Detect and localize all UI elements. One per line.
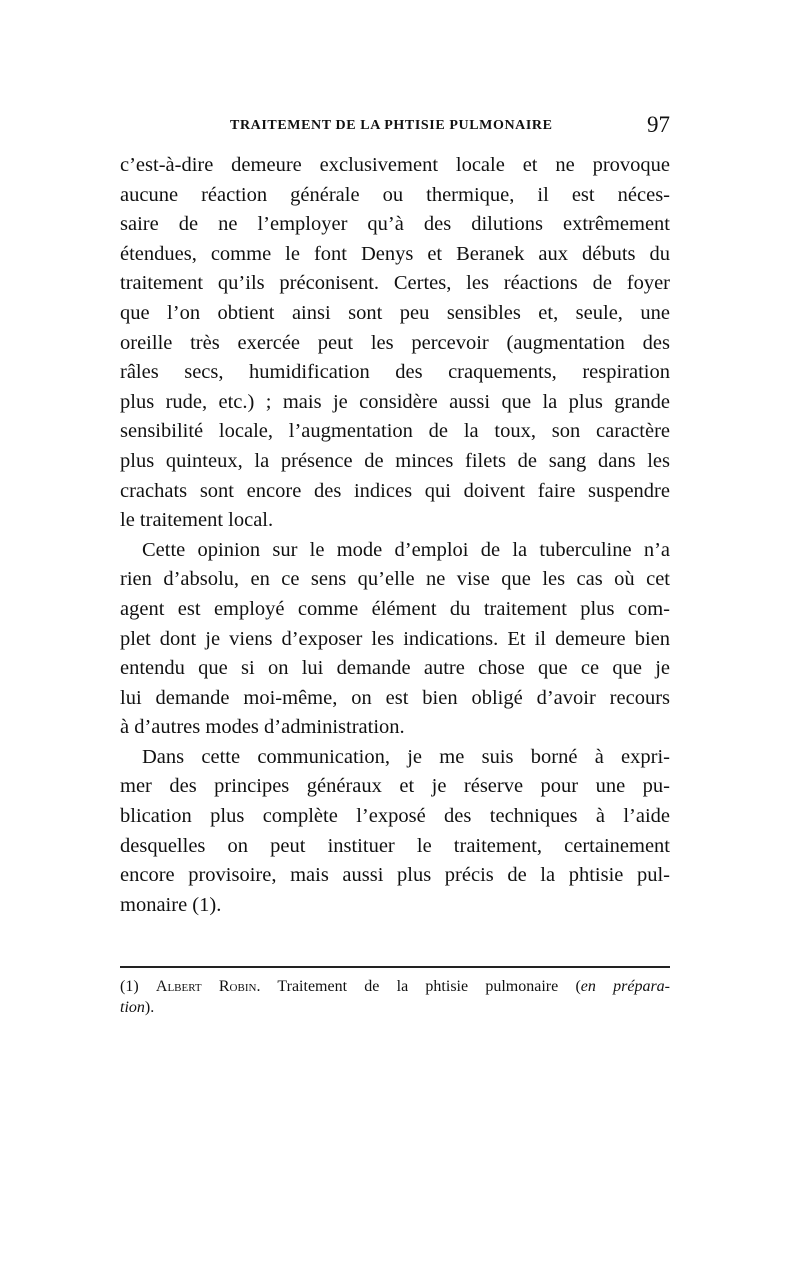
footnote-divider <box>120 966 670 968</box>
footnote-author: Albert Robin <box>155 978 257 995</box>
text-line: étendues, comme le font Denys et Beranek aux débuts du <box>120 242 670 265</box>
text-line: oreille très exercée peut les percevoir (augmentation des <box>120 331 670 354</box>
footnote-status: en prépara- <box>580 978 671 995</box>
text-line: crachats sont encore des indices qui doivent faire suspendre <box>120 479 670 502</box>
body-text <box>120 151 670 920</box>
text-line: le traitement local. <box>120 509 274 532</box>
text-line: plus quinteux, la présence de minces filets de sang dans les <box>120 449 670 472</box>
text-line: sensibilité locale, l’augmentation de la toux, son caractère <box>120 420 670 443</box>
text-line: mer des principes généraux et je réserve pour une pu- <box>120 775 670 798</box>
text-line: râles secs, humidification des craquements, respiration <box>120 361 670 384</box>
text-line: Dans cette communication, je me suis borné à expri- <box>142 745 670 768</box>
text-line: encore provisoire, mais aussi plus précis de la phtisie pul- <box>120 864 670 887</box>
text-line: aucune réaction générale ou thermique, il est néces- <box>120 183 670 206</box>
text-line: à d’autres modes d’administration. <box>120 716 405 739</box>
running-title: TRAITEMENT DE LA PHTISIE PULMONAIRE <box>230 118 553 133</box>
text-line: agent est employé comme élément du traitement plus com- <box>120 597 670 620</box>
footnote-line <box>120 997 670 1018</box>
page-number: 97 <box>647 112 670 137</box>
footnote-line <box>120 976 670 997</box>
text-line: lui demande moi-même, on est bien obligé d’avoir recours <box>120 686 670 709</box>
text-line: que l’on obtient ainsi sont peu sensibles et, seule, une <box>120 301 670 324</box>
text-line: c’est-à-dire demeure exclusivement locale et ne provoque <box>120 154 670 176</box>
text-line: traitement qu’ils préconisent. Certes, les réactions de foyer <box>120 272 670 295</box>
footnote <box>120 976 670 1018</box>
paragraph <box>120 536 670 743</box>
text-line: blication plus complète l’exposé des techniques à l’aide <box>120 805 670 828</box>
text-line: desquelles on peut instituer le traitement, certainement <box>120 834 670 857</box>
footnote-title: . Traitement de la phtisie pulmonaire ( <box>256 978 581 995</box>
footnote-end: ). <box>144 999 155 1016</box>
running-header <box>120 112 670 144</box>
text-line: plet dont je viens d’exposer les indications. Et il demeure bien <box>120 627 670 650</box>
paragraph <box>120 151 670 536</box>
text-line: entendu que si on lui demande autre chose que ce que je <box>120 657 670 680</box>
paragraph <box>120 743 670 921</box>
text-line: plus rude, etc.) ; mais je considère aussi que la plus grande <box>120 390 670 413</box>
text-line: saire de ne l’employer qu’à des dilutions extrêmement <box>120 213 670 236</box>
footnote-status-cont: tion <box>120 999 145 1016</box>
text-line: rien d’absolu, en ce sens qu’elle ne vise que les cas où cet <box>120 568 670 591</box>
footnote-marker: (1) <box>120 978 139 995</box>
text-line: monaire (1). <box>120 893 222 916</box>
text-line: Cette opinion sur le mode d’emploi de la tuberculine n’a <box>142 538 670 561</box>
